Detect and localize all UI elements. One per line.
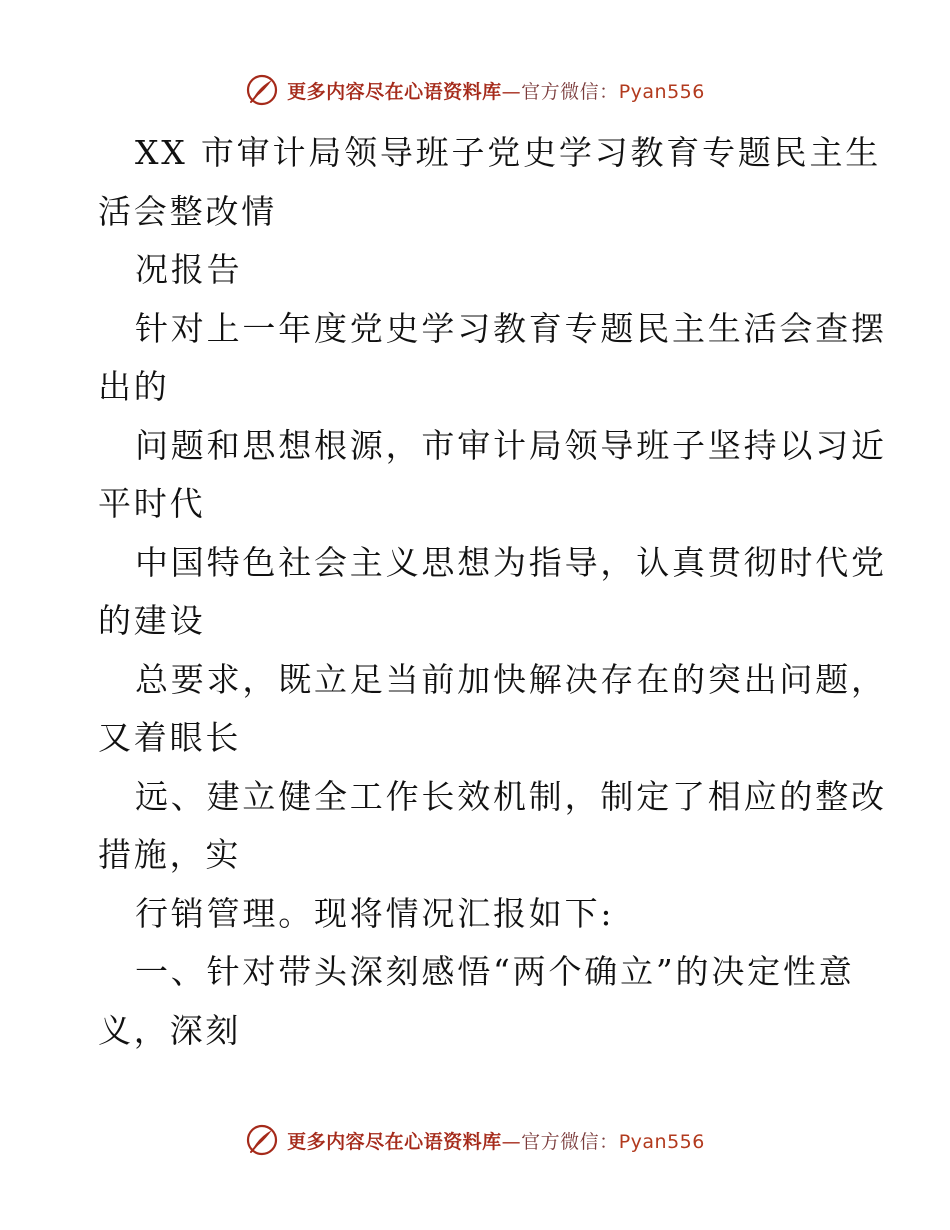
- title-line-3: 况报告: [135, 250, 243, 289]
- watermark-wechat-label: 官方微信：: [521, 1130, 619, 1153]
- paragraph-line: 的建设: [98, 601, 206, 640]
- paragraph-line: 总要求，既立足当前加快解决存在的突出问题，: [135, 659, 887, 699]
- watermark-wechat-id: Pyan556: [618, 80, 705, 103]
- section-heading-line: 一、针对带头深刻感悟“两个确立”的决定性意: [135, 952, 855, 991]
- paragraph-line: 远、建立健全工作长效机制，制定了相应的整改: [135, 776, 887, 816]
- watermark-group: [245, 1123, 705, 1157]
- paragraph-line: 针对上一年度党史学习教育专题民主生活会查摆: [135, 308, 887, 348]
- footer-watermark: [0, 1120, 950, 1160]
- document-body: [98, 124, 887, 1060]
- watermark-dash: —: [501, 80, 522, 103]
- section-heading-line: 义，深刻: [98, 1010, 242, 1050]
- header-watermark: [0, 70, 950, 110]
- quill-logo-icon: [245, 1123, 279, 1157]
- watermark-group: [245, 73, 705, 107]
- watermark-dash: —: [501, 1130, 522, 1153]
- watermark-wechat-label: 官方微信：: [521, 80, 619, 103]
- watermark-wechat-id: Pyan556: [618, 1130, 705, 1153]
- paragraph-line: 措施，实: [98, 835, 242, 874]
- paragraph-line: 出的: [98, 367, 170, 406]
- paragraph-line: 问题和思想根源，市审计局领导班子坚持以习近: [135, 425, 887, 465]
- title-line-1: XX 市审计局领导班子党史学习教育专题民主生: [135, 133, 882, 172]
- paragraph-line: 平时代: [98, 484, 206, 523]
- paragraph-line: 行销管理。现将情况汇报如下:: [135, 893, 615, 933]
- watermark-main-text: 更多内容尽在心语资料库: [287, 1130, 502, 1153]
- watermark-main-text: 更多内容尽在心语资料库: [287, 80, 502, 103]
- quill-logo-icon: [245, 73, 279, 107]
- title-line-2: 活会整改情: [98, 191, 277, 231]
- paragraph-line: 又着眼长: [98, 718, 242, 757]
- paragraph-line: 中国特色社会主义思想为指导，认真贯彻时代党: [135, 542, 887, 582]
